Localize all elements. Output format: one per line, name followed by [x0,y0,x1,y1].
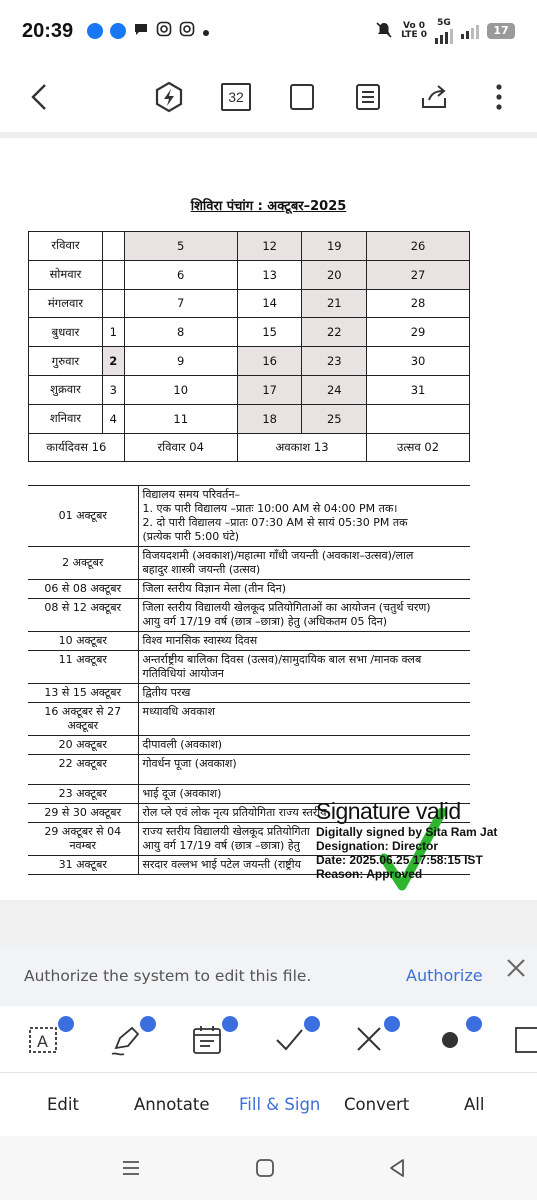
tab-fill-sign[interactable]: Fill & Sign [239,1095,321,1114]
event-line: राज्य स्तरीय विद्यालयी खेलकूद प्रतियोगिता [142,825,310,838]
calendar-date: 12 [237,232,302,261]
ai-assistant-button[interactable] [152,80,186,114]
recent-apps-icon [120,1158,142,1178]
weekday-label: गुरुवार [29,347,103,376]
more-options-button[interactable] [482,80,516,114]
rectangle-tool[interactable] [510,1022,537,1062]
event-line: मध्यावधि अवकाश [142,705,215,718]
calendar-date: 18 [237,404,302,433]
calendar-date: 1 [103,318,125,347]
page-count-box: 32 [221,83,251,111]
calendar-date: 22 [302,318,367,347]
event-line: जिला स्तरीय विद्यालयी खेलकूद प्रतियोगिताओं का आयोजन (चतुर्थ चरण) [142,601,431,614]
cross-tool[interactable] [352,1022,392,1062]
event-date: 22 अक्टूबर [28,755,138,785]
weekday-label: सोमवार [29,260,103,289]
calendar-date: 21 [302,289,367,318]
calendar-date [103,289,125,318]
event-description [138,651,470,684]
calendar-date: 16 [237,347,302,376]
event-description [138,632,470,651]
pen-sign-icon [108,1022,144,1058]
calendar-table [28,231,470,462]
close-banner-button[interactable] [503,955,529,981]
digital-signature-stamp[interactable] [316,798,536,881]
pro-badge-icon [140,1016,156,1032]
calendar-date: 7 [124,289,237,318]
lightning-hexagon-icon [153,81,185,113]
share-button[interactable] [417,80,451,114]
calendar-date: 20 [302,260,367,289]
chat-bubble-icon [133,21,149,41]
document-lines-icon [354,82,382,112]
event-description [138,580,470,599]
back-triangle-icon [386,1157,408,1179]
weekday-label: शुक्रवार [29,375,103,404]
event-row [28,486,470,547]
event-row [28,755,470,785]
calendar-date [367,404,470,433]
event-date: 20 अक्टूबर [28,736,138,755]
home-icon [254,1157,276,1179]
status-time: 20:39 [22,19,74,42]
event-line: 2. दो पारी विद्यालय –प्रातः 07:30 AM से सायं 05:30 PM तक [142,516,408,529]
bottom-tabs [0,1072,537,1136]
signature-signer: Digitally signed by Sita Ram Jat [316,825,498,839]
checkmark-icon [272,1022,308,1058]
authorize-button[interactable]: Authorize [406,966,483,985]
network-type-label: 5G [437,18,451,28]
calendar-date: 27 [367,260,470,289]
event-line: बहादुर शास्त्री जयन्ती (उत्सव) [142,563,261,576]
event-date: 31 अक्टूबर [28,856,138,875]
summary-sundays: रविवार 04 [124,433,237,461]
reading-mode-button[interactable] [351,80,385,114]
calendar-summary-row [29,433,470,461]
more-vertical-icon [495,83,503,111]
signature-tool[interactable] [108,1022,148,1062]
summary-festivals: उत्सव 02 [367,433,470,461]
calendar-date: 4 [103,404,125,433]
weekday-label: रविवार [29,232,103,261]
dot-tool[interactable] [434,1022,474,1062]
calendar-date: 10 [124,375,237,404]
event-row [28,651,470,684]
signature-designation: Designation: Director [316,839,439,853]
event-date: 06 से 08 अक्टूबर [28,580,138,599]
volte-indicator [401,22,427,40]
event-line: गोवर्धन पूजा (अवकाश) [142,757,237,770]
instagram-icon [156,21,172,41]
calendar-row [29,232,470,261]
signature-status: Signature valid [316,798,461,824]
calendar-date: 28 [367,289,470,318]
event-description [138,599,470,632]
summary-working-days: कार्यदिवस 16 [29,433,125,461]
event-line: 1. एक पारी विद्यालय –प्रातः 10:00 AM से 04:00 PM तक। [142,502,398,515]
event-line: अन्तर्राष्ट्रीय बालिका दिवस (उत्सव)/सामुदायिक बाल सभा /मानक क्लब [142,653,422,666]
calendar-date: 26 [367,232,470,261]
weekday-label: मंगलवार [29,289,103,318]
event-row [28,547,470,580]
calendar-date: 13 [237,260,302,289]
authorize-banner [0,946,537,1006]
calendar-date: 17 [237,375,302,404]
calendar-date: 29 [367,318,470,347]
signal-bars-icon [461,23,479,39]
tab-annotate[interactable]: Annotate [134,1095,210,1114]
event-line: विश्व मानसिक स्वास्थ्य दिवस [142,634,258,647]
calendar-date: 9 [124,347,237,376]
cross-mark-icon [352,1022,388,1058]
calendar-date: 15 [237,318,302,347]
event-date: 10 अक्टूबर [28,632,138,651]
event-date: 2 अक्टूबर [28,547,138,580]
calendar-date: 30 [367,347,470,376]
fullscreen-icon [288,82,316,112]
event-row [28,599,470,632]
volte-top-label: Vo 0 [403,21,426,31]
page-count-button[interactable] [219,80,253,114]
event-row [28,703,470,736]
event-description [138,547,470,580]
calendar-date [103,232,125,261]
event-line: रोल प्ले एवं लोक नृत्य प्रतियोगिता राज्य स्तरीय [142,806,327,819]
facebook-icon [110,23,126,39]
event-date: 29 अक्टूबर से 04 नवम्बर [28,823,138,856]
event-date: 01 अक्टूबर [28,486,138,547]
signature-reason: Reason: Approved [316,867,423,881]
fill-sign-tools [0,1008,537,1072]
checkmark-tool[interactable] [272,1022,312,1062]
event-line: गतिविधियां आयोजन [142,667,224,680]
pro-badge-icon [384,1016,400,1032]
status-bar [0,0,537,62]
signal-bars-icon [435,28,453,44]
battery-indicator: 17 [487,23,515,39]
event-date: 23 अक्टूबर [28,785,138,804]
calendar-row [29,375,470,404]
event-row [28,632,470,651]
event-row [28,736,470,755]
event-line: दीपावली (अवकाश) [142,738,223,751]
date-tool[interactable] [190,1022,230,1062]
event-line: आयु वर्ग 17/19 वर्ष (छात्र –छात्रा) हेतु (अधिकतम 05 दिन) [142,615,388,628]
calendar-date: 19 [302,232,367,261]
event-date: 13 से 15 अक्टूबर [28,684,138,703]
calendar-row [29,347,470,376]
mute-icon [375,21,393,42]
svg-text:A: A [37,1032,48,1051]
tab-edit[interactable]: Edit [47,1095,79,1114]
calendar-row [29,318,470,347]
calendar-row [29,260,470,289]
filled-dot-icon [434,1022,470,1058]
document-toolbar [0,62,537,132]
pro-badge-icon [58,1016,74,1032]
back-button[interactable] [22,80,56,114]
page-gap [0,900,537,946]
event-row [28,580,470,599]
calendar-date: 5 [124,232,237,261]
event-description [138,755,470,785]
calendar-date: 11 [124,404,237,433]
calendar-row [29,404,470,433]
more-notifications-dot-icon [202,22,210,41]
calendar-date: 6 [124,260,237,289]
event-date: 08 से 12 अक्टूबर [28,599,138,632]
text-field-tool[interactable] [26,1022,66,1062]
calendar-icon [190,1022,226,1058]
event-row [28,684,470,703]
system-navigation-bar [0,1136,537,1200]
share-icon [419,82,449,112]
calendar-date [103,260,125,289]
calendar-date: 25 [302,404,367,433]
calendar-date: 8 [124,318,237,347]
event-line: विद्यालय समय परिवर्तन– [142,488,241,501]
pro-badge-icon [222,1016,238,1032]
calendar-date: 14 [237,289,302,318]
home-button[interactable] [254,1157,276,1183]
event-line: भाई दूज (अवकाश) [142,787,222,800]
event-line: (प्रत्येक पारी 5:00 घंटे) [142,530,240,543]
facebook-icon [87,23,103,39]
event-description [138,486,470,547]
signal-5g-indicator [435,18,453,44]
calendar-date: 23 [302,347,367,376]
signature-date: Date: 2025.06.25 17:58:15 IST [316,853,483,867]
pdf-page[interactable] [0,138,537,900]
calendar-row [29,289,470,318]
event-date: 29 से 30 अक्टूबर [28,804,138,823]
pro-badge-icon [466,1016,482,1032]
close-icon [503,955,529,981]
back-nav-button[interactable] [386,1157,408,1183]
event-description [138,703,470,736]
calendar-date: 24 [302,375,367,404]
fullscreen-button[interactable] [285,80,319,114]
event-description [138,736,470,755]
event-line: सरदार वल्लभ भाई पटेल जयन्ती (राष्ट्रीय [142,858,301,871]
event-line: आयु वर्ग 17/19 वर्ष (छात्र –छात्रा) हेतु [142,839,300,852]
weekday-label: बुधवार [29,318,103,347]
authorize-message: Authorize the system to edit this file. [24,967,312,985]
weekday-label: शनिवार [29,404,103,433]
event-date: 11 अक्टूबर [28,651,138,684]
event-line: द्वितीय परख [142,686,191,699]
calendar-date: 2 [103,347,125,376]
instagram-icon [179,21,195,41]
calendar-date: 31 [367,375,470,404]
text-box-icon [26,1022,62,1058]
pro-badge-icon [304,1016,320,1032]
event-date: 16 अक्टूबर से 27 अक्टूबर [28,703,138,736]
rectangle-icon [510,1022,537,1058]
system-icons [375,18,515,44]
document-title: शिविरा पंचांग : अक्टूबर–2025 [190,199,347,214]
recent-apps-button[interactable] [120,1158,142,1182]
calendar-date: 3 [103,375,125,404]
event-line: विजयदशमी (अवकाश)/महात्मा गाँधी जयन्ती (अवकाश–उत्सव)/लाल [142,549,414,562]
tab-all[interactable]: All [464,1095,485,1114]
summary-holidays: अवकाश 13 [237,433,366,461]
notification-icons [87,21,210,41]
back-arrow-icon [28,82,50,112]
event-line: जिला स्तरीय विज्ञान मेला (तीन दिन) [142,582,287,595]
volte-bottom-label: LTE 0 [401,30,427,40]
event-description [138,684,470,703]
tab-convert[interactable]: Convert [344,1095,410,1114]
